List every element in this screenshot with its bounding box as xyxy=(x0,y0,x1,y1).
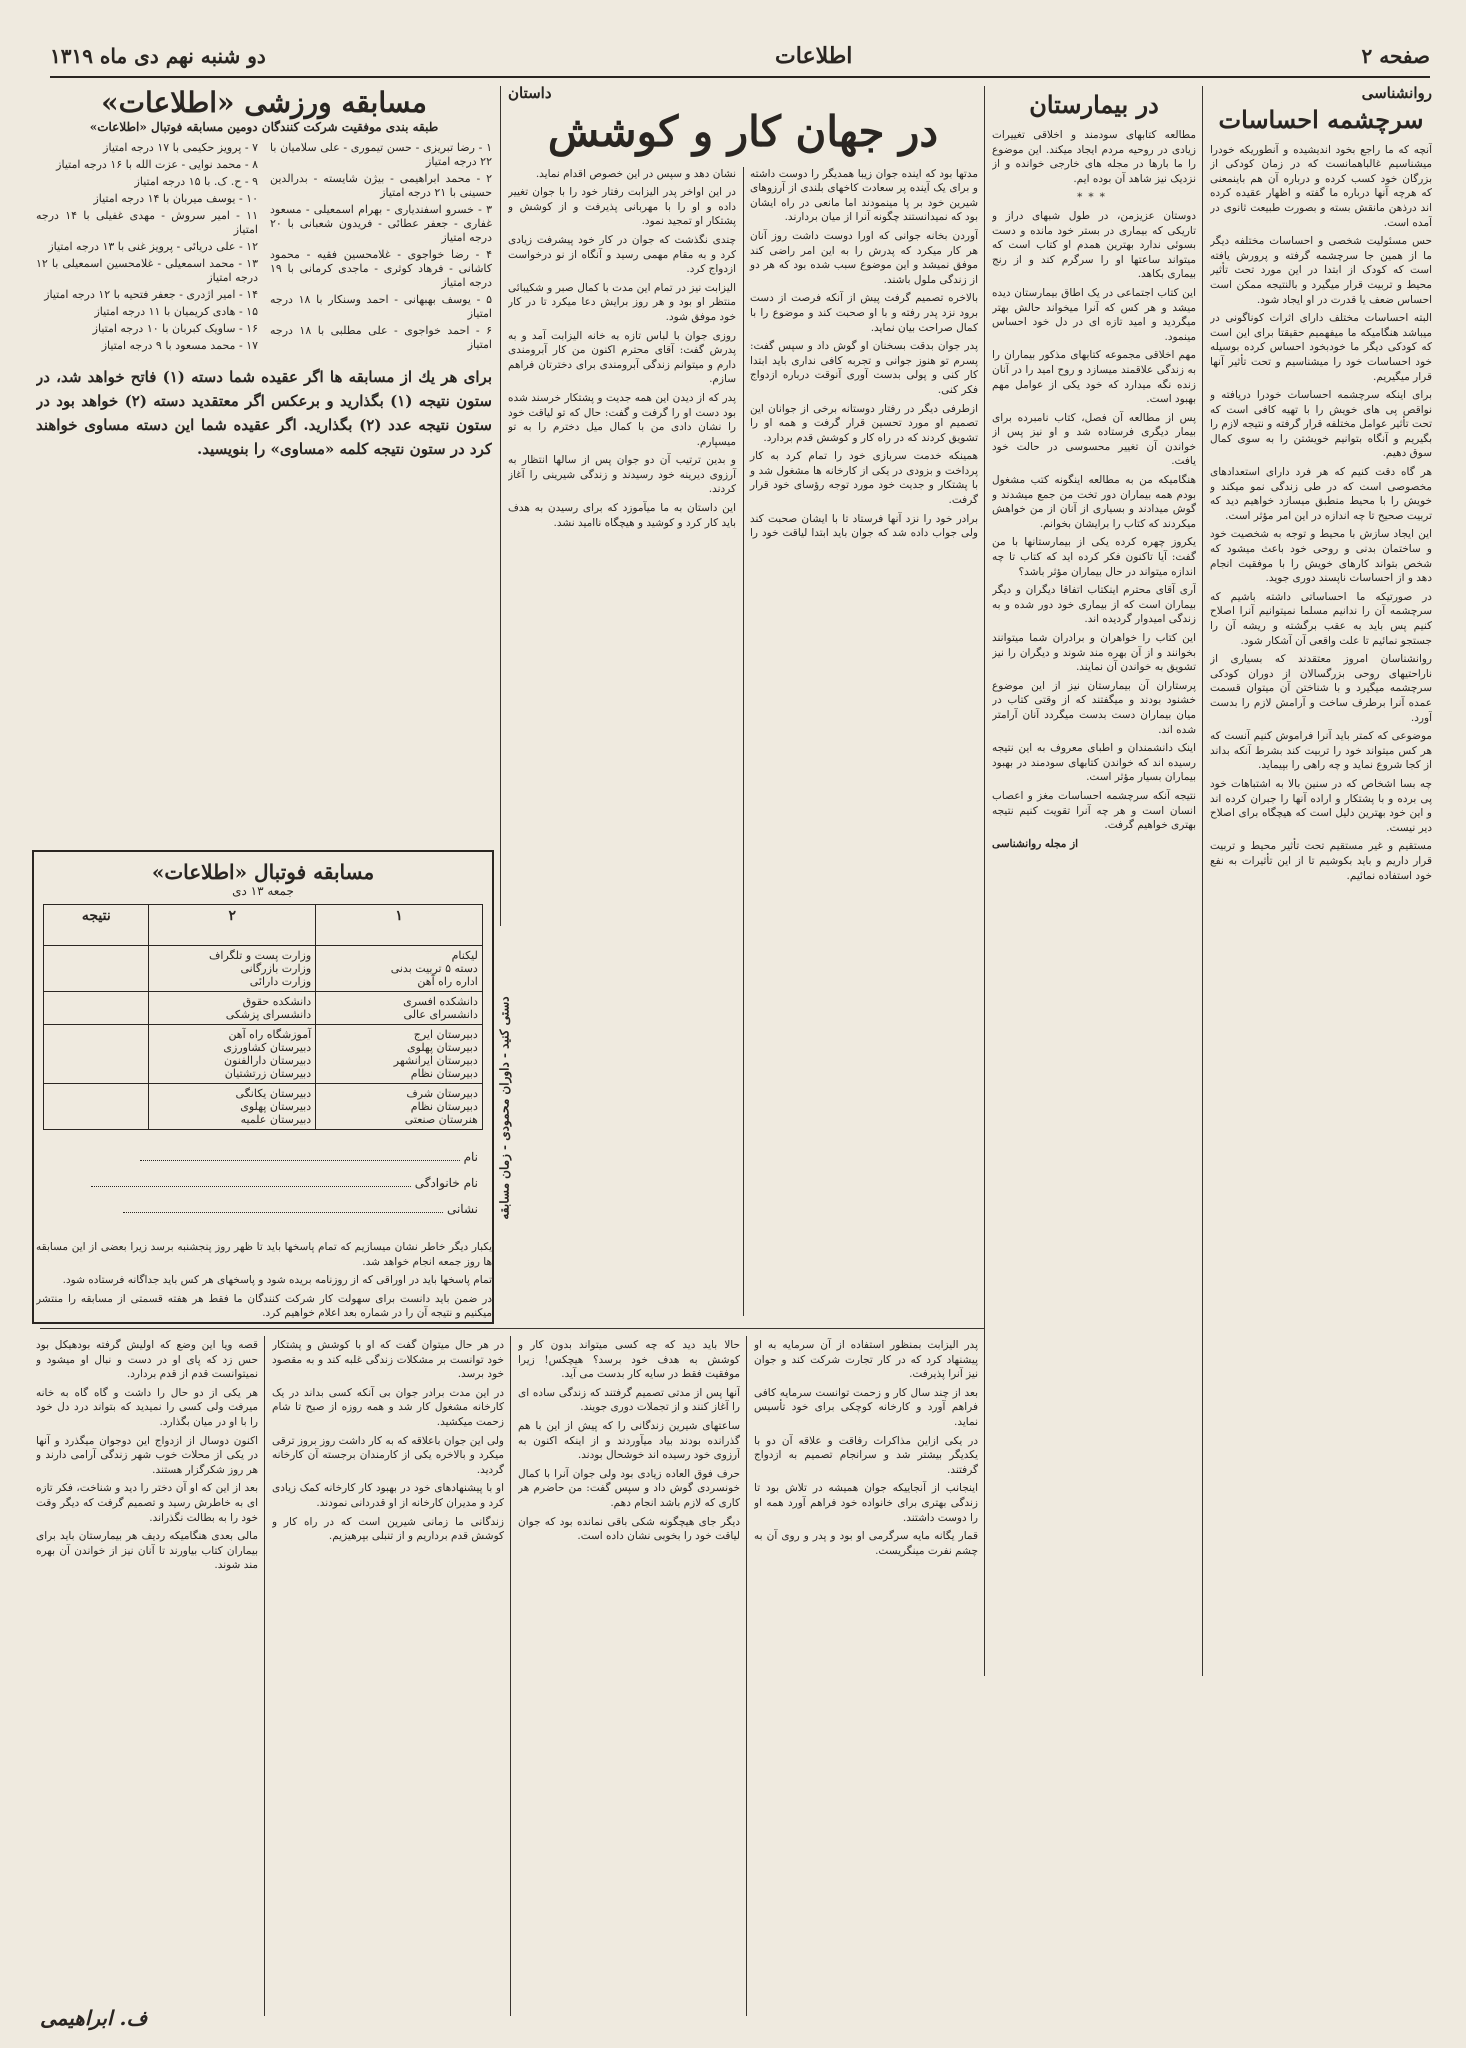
contest-subtitle: طبقه بندی موفقیت شرکت کنندگان دومین مسابقه فوتبال «اطلاعات» xyxy=(89,120,439,134)
list-item: ۱۰ - یوسف میربان با ۱۴ درجه امتیاز xyxy=(93,191,258,205)
paragraph: ولی این جوان باعلاقه که به کار داشت روز بروز ترقی میکرد و بالاخره یکی از کارمندان برجسته آن کارخانه گردید. xyxy=(272,1434,504,1476)
paragraph: آنها پس از مدتی تصمیم گرفتند که زندگی ساده ای را آغاز کنند و از تجملات دوری جویند. xyxy=(518,1386,740,1414)
paragraph: الیزابت نیز در تمام این مدت با کمال صبر و شکیبائی منتظر او بود و هر روز برایش دعا میکرد تا در کار خود موفق شود. xyxy=(508,281,736,323)
list-item: ۱۲ - علی دریائی - پرویز غنی با ۱۳ درجه امتیاز xyxy=(48,239,258,253)
paragraph: نتیجه آنکه سرچشمه احساسات مغز و اعصاب انسان است و هر چه آنرا تقویت کنیم نتیجه بهتری خواهیم گرفت. xyxy=(992,789,1196,832)
family-label: نام خانوادگی xyxy=(414,1176,478,1190)
paragraph: بعد از این که او آن دختر را دید و شناخت، فکر تازه ای به خاطرش رسید و تصمیم گرفت که دیگر وقت خود را به بطالت نگذراند. xyxy=(36,1482,258,1524)
vertical-caption xyxy=(492,938,518,1278)
paragraph: در این مدت برادر جوان بی آنکه کسی بداند در یک کارخانه مشغول کار شد و همه روزه از صبح تا شام زحمت میکشید. xyxy=(272,1386,504,1428)
team-cell: آموزشگاه راه آهن دبیرستان کشاورزی دبیرستان دارالفنون دبیرستان زرتشتیان xyxy=(149,1025,316,1084)
list-item: ۴ - رضا خواجوی - غلامحسین فقیه - محمود کاشانی - فرهاد کوثری - ماجدی کرمانی با ۱۹ درجه امتیاز xyxy=(270,247,492,289)
paragraph: حالا باید دید که چه کسی میتواند بدون کار و کوشش به هدف خود برسد؟ هیچکس! زیرا موفقیت فقط در سایه کار بدست می آید. xyxy=(518,1339,740,1381)
paragraph: در ضمن باید دانست برای سهولت کار شرکت کنندگان ما فقط هر هفته قسمتی از مسابقه را منتشر میکنیم و نتیجه آن را در شماره بعد اعلام خواهیم کرد. xyxy=(36,1292,492,1320)
paragraph: در هر حال میتوان گفت که او با کوشش و پشتکار خود توانست بر مشکلات زندگی غلبه کند و به مقصود خود برسد. xyxy=(272,1339,504,1381)
column-hospital xyxy=(992,86,1196,2006)
paragraph: موضوعی که کمتر باید آنرا فراموش کنیم آنست که هر کس میتواند خود را تربیت کند بشرط آنکه بداند از کجا شروع نماید و چه راهی را بپیماید. xyxy=(1210,730,1432,772)
paragraph: چندی نگذشت که جوان در کار خود پیشرفت زیادی کرد و به مقام مهمی رسید و آنگاه از نو درخواست ازدواج کرد. xyxy=(508,233,736,276)
bottom-column-1 xyxy=(754,1338,978,2014)
column-story xyxy=(508,86,978,1316)
contest-instructions: برای هر یك از مسابقه ها اگر عقیده شما دسته (۱) فاتح خواهد شد، در ستون نتیجه (۱) بگذارید و برعکس اگر معتقدید دسته (۲) خواهد بود در ستون نتیجه عدد (۲) بگذارید. اگر عقیده شما این دسته مساوی خواهند کرد در ستون نتیجه کلمه «مساوی» را بنویسید. xyxy=(36,368,492,459)
list-item: ۶ - احمد خواجوی - علی مطلبی با ۱۸ درجه امتیاز xyxy=(270,323,492,351)
paragraph: او با پیشنهادهای خود در بهبود کار کارخانه کمک زیادی کرد و مدیران کارخانه از او قدردانی نمودند. xyxy=(272,1482,504,1509)
issue-date: دو شنبه نهم دی ماه ۱۳۱۹ xyxy=(50,44,266,68)
column-psychology xyxy=(1210,86,1432,2006)
paragraph: و بدین ترتیب آن دو جوان پس از سالها انتظار به آرزوی دیرینه خود رسیدند و زندگی شیرینی را آغاز کردند. xyxy=(508,454,736,496)
paragraph: مطالعه کتابهای سودمند و اخلاقی تغییرات زیادی در روحیه مردم ایجاد میکند. این موضوع را ما بارها در مجله های خارجی خوانده و از نزدیک نیز شاهد آن بوده ایم. xyxy=(992,129,1196,185)
bottom-column-3 xyxy=(272,1338,504,2014)
team-cell: وزارت پست و تلگراف وزارت بازرگانی وزارت دارائی xyxy=(149,946,316,992)
paragraph: این کتاب را خواهران و برادران شما میتوانند بخوانند و از آن بهره مند شوند و دیگران را نیز تشویق به خواندن آن نمایند. xyxy=(992,632,1196,674)
paragraph: البته احساسات مختلف دارای اثرات کوناگونی در میباشد هنگامیکه ما میفهمیم حقیقتا برای این است که کودکی دیگر ما خودبخود احساس کرده بوسیله خود احساسات خود را میشناسیم و تحت تأثیر آنها قرار میگیریم. xyxy=(1210,312,1432,383)
column-header: ۱ xyxy=(316,905,483,946)
column-rule xyxy=(1202,86,1203,1676)
table-row xyxy=(44,1025,483,1084)
paragraph: یکروز چهره کرده یکی از بیمارستانها با من گفت: آیا تاکنون فکر کرده اید که کتاب تا چه اندازه میتواند در حال بیماران مؤثر باشد؟ xyxy=(992,536,1196,578)
vertical-caption-text: دستی کنید - داوران محمودی - زمان مسابقه xyxy=(498,996,513,1220)
bottom-column-2 xyxy=(518,1338,740,2014)
result-input-cell[interactable] xyxy=(44,946,149,992)
paragraph: ازطرفی دیگر در رفتار دوستانه برخی از جوانان این تصمیم او مورد تحسین قرار گرفت و همه او را تشویق کردند که در راه کار و کوشش قدم بردارد. xyxy=(750,402,978,444)
paragraph: آوردن بخانه جوانی که اورا دوست داشت روز آنان هر کار میکرد که پدرش را به این امر راضی کند موفق نمیشد و این موضوع سبب شده بود که هر دو از زندگی ملول باشند. xyxy=(750,229,978,286)
list-item: ۱۵ - هادی کریمیان با ۱۱ درجه امتیاز xyxy=(94,304,258,318)
contest-notes xyxy=(36,1240,492,1324)
paragraph: این کتاب اجتماعی در یک اطاق بیمارستان دیده میشد و هر کس که آنرا میخواند حالش بهتر میگردید و امید تازه ای در دل خود احساس مینمود. xyxy=(992,286,1196,343)
team-cell: دانشکده افسری دانشسرای عالی xyxy=(316,992,483,1025)
paragraph: دیگر جای هیچگونه شکی باقی نمانده بود که جوان لیاقت خود را بخوبی نشان داده است. xyxy=(518,1515,740,1543)
page-number: صفحه ۲ xyxy=(1361,44,1430,68)
section-kicker: داستان xyxy=(508,86,552,102)
author-signature: ف. ابراهیمی xyxy=(40,2006,148,2030)
paragraph: پرستاران آن بیمارستان نیز از این موضوع خشنود بودند و میگفتند که از وقتی کتاب در میان بیماران دست بدست میگردد آنان آرامتر شده اند. xyxy=(992,679,1196,736)
paragraph: هنگامیکه من به مطالعه اینگونه کتب مشغول بودم همه بیماران دور تخت من جمع میشدند و گوش میدادند و بسیاری از آنان از من خواهش میکردند که کتاب را برایشان بخوانم. xyxy=(992,474,1196,530)
team-cell: دبیرستان شرف دبیرستان نظام هنرستان صنعتی xyxy=(316,1084,483,1130)
column-rule xyxy=(510,1336,511,2016)
contest-title: مسابقه ورزشی «اطلاعات» xyxy=(101,86,427,119)
ranking-list xyxy=(36,141,492,356)
list-item: ۱ - رضا تبریزی - حسن تیموری - علی سلامیان با ۲۲ درجه امتیاز xyxy=(270,140,492,168)
coupon-title: مسابقه فوتبال «اطلاعات» xyxy=(151,860,375,884)
column-rule xyxy=(746,1336,747,2016)
column-header: نتیجه xyxy=(44,905,149,946)
paragraph: این داستان به ما میآموزد که برای رسیدن به هدف باید کار کرد و کوشید و هیچگاه ناامید نشد. xyxy=(508,502,736,529)
paragraph: مالی بعدی هنگامیکه ردیف هر بیمارستان باید برای بیماران کتاب بیاورند تا آنان نیز از خواندن آن بهره مند شوند. xyxy=(36,1530,258,1572)
paragraph: زندگانی ما زمانی شیرین است که در راه کار و کوشش قدم برداریم و از تنبلی بپرهیزیم. xyxy=(272,1515,504,1543)
paragraph: پدر که از دیدن این همه جدیت و پشتکار خرسند شده بود دست او را گرفت و گفت: حال که تو لیاقت خود را نشان دادی من با کمال میل دخترم را به تو میسپارم. xyxy=(508,391,736,448)
paragraph: روزی جوان با لباس تازه به خانه الیزابت آمد و به پدرش گفت: آقای محترم اکنون من کار آبرومندی دارم و میتوانم زندگی آبرومندی برای دخترتان فراهم سازم. xyxy=(508,329,736,386)
paragraph: ساعتهای شیرین زندگانی را که پیش از این با هم گذرانده بودند بیاد میآوردند و از اینکه اکنون به آرزوی خود رسیده اند خوشحال بودند. xyxy=(518,1419,740,1462)
coupon-date: جمعه ۱۳ دی xyxy=(232,884,294,898)
table-row xyxy=(44,1084,483,1130)
paragraph: یکبار دیگر خاطر نشان میسازیم که تمام پاسخها باید تا ظهر روز پنجشنبه برسد زیرا بعضی از این مسابقه ها روز جمعه انجام خواهد شد. xyxy=(36,1241,492,1268)
list-item: ۷ - پرویز حکیمی با ۱۷ درجه امتیاز xyxy=(103,140,258,154)
paragraph: هر یکی از دو حال را داشت و گاه گاه به خانه میرفت ولی کسی را نمیدید که بتواند درد دل خود را با او در میان بگذارد. xyxy=(36,1386,258,1428)
separator-stars: *** xyxy=(1077,191,1111,204)
article-signature: از مجله روانشناسی xyxy=(992,837,1079,850)
list-item: ۱۷ - محمد مسعود با ۹ درجه امتیاز xyxy=(101,338,258,352)
paragraph: مستقیم و غیر مستقیم تحت تأثیر محیط و تربیت قرار داریم و باید بکوشیم تا از این تأثیرات به نفع خود استفاده نمائیم. xyxy=(1210,840,1432,882)
paragraph: آنچه که ما راجع بخود اندیشیده و آنطوریکه خودرا میشناسیم غالباهمانست که در زمان کودکی از بزرگان خود کسب کرده و درباره آن هم باینمعنی که هرچه آنها درباره ما گفته و اظهار عقیده کرده اند درذهن مانقش بسته و بصورت طبیعت ثانوی در آمده است. xyxy=(1210,143,1432,229)
column-rule xyxy=(500,86,501,926)
result-input-cell[interactable] xyxy=(44,1084,149,1130)
list-item: ۱۶ - ساویک کبربان با ۱۰ درجه امتیاز xyxy=(92,321,258,335)
paragraph: دوستان عزیزمن، در طول شبهای دراز و تاریکی که بیماری در بستر خود مانده و دست بسوئی ندارد بهترین همدم او کتاب است که میتواند ساعتها او را سرگرم کند و از رنج بیماری بکاهد. xyxy=(992,209,1196,281)
paragraph: بالاخره تصمیم گرفت پیش از آنکه فرصت از دست برود نزد پدر رفته و با او صحبت کند و موضوع را با کمال صراحت بیان نماید. xyxy=(750,292,978,334)
list-item: ۳ - خسرو اسفندیاری - بهرام اسمعیلی - مسعود غفاری - جعفر عطائی - فریدون شعبانی با ۲۰ درجه امتیاز xyxy=(270,202,492,244)
paragraph: تمام پاسخها باید در اوراقی که از روزنامه بریده شود و پاسخهای هر کس باید جداگانه فرستاده شود. xyxy=(62,1274,492,1287)
coupon-fill-fields xyxy=(48,1144,478,1222)
table-row xyxy=(44,946,483,992)
paragraph: هر گاه دقت کنیم که هر فرد دارای استعدادهای مخصوصی است که در طی زندگی نمو میکند و خویش را با محیط منطبق میسازد خواهیم دید که تربیت صحیح تا چه اندازه در این امر مؤثر است. xyxy=(1210,466,1432,522)
team-cell: لیکنام دسته ۵ تربیت بدنی اداره راه آهن xyxy=(316,946,483,992)
story-header xyxy=(508,86,978,167)
paragraph: روانشناسان امروز معتقدند که بسیاری از ناراحتیهای روحی بزرگسالان از دوران کودکی سرچشمه میگیرد و با شناختن آن میتوان قسمت عمده آنرا برطرف ساخت و آرامش لازم را بدست آورد. xyxy=(1210,653,1432,724)
table-row xyxy=(44,992,483,1025)
paragraph: اینک دانشمندان و اطبای معروف به این نتیجه رسیده اند که خواندن کتابهای سودمند در بهبود بیماران بسیار مؤثر است. xyxy=(992,742,1196,784)
paragraph: در یکی ازاین مذاکرات رفاقت و علاقه آن دو با یکدیگر بیشتر شد و سرانجام تصمیم به ازدواج گرفتند. xyxy=(754,1434,978,1476)
paragraph: پدر جوان بدقت بسخنان او گوش داد و سپس گفت: پسرم تو هنوز جوانی و تجربه کافی نداری باید ابتدا کار کنی و پولی بدست آوری آنوقت درباره ازدواج فکر کنی. xyxy=(750,340,978,396)
team-cell: دبیرستان ایرج دبیرستان پهلوی دبیرستان ایرانشهر دبیرستان نظام xyxy=(316,1025,483,1084)
address-label: نشانی xyxy=(446,1202,478,1216)
team-cell: دبیرستان یکانگی دبیرستان پهلوی دبیرستان علمیه xyxy=(149,1084,316,1130)
paragraph: برای اینکه سرچشمه احساسات خودرا دریافته و نواقص پی های خویش را با تهیه کافی است که تحت تأثیر عوامل مختلفه قرار گرفته و نتیجه لازم را بگیریم و آنگاه بتوانیم خویشتن را به سوی کمال سوق دهیم. xyxy=(1210,389,1432,460)
paragraph: آری آقای محترم اینکتاب اتفاقا دیگران و دیگر بیماران است که از بیماری خود دور شده و به زندگی امیدوار گردیده اند. xyxy=(992,584,1196,626)
column-header: ۲ xyxy=(149,905,316,946)
paragraph: اینجانب از آنجاییکه جوان همیشه در تلاش بود تا زندگی بهتری برای خانواده خود فراهم آورد همه او را دوست داشتند. xyxy=(754,1482,978,1524)
column-sports-contest xyxy=(36,86,492,846)
paragraph: بعد از چند سال کار و زحمت توانست سرمایه کافی فراهم آورد و کارخانه کوچکی برای خود تأسیس نماید. xyxy=(754,1386,978,1428)
paragraph: اکنون دوسال از ازدواج این دوجوان میگذرد و آنها در یکی از محلات خوب شهر زندگی آرامی دارند و هر روز شکرگزار هستند. xyxy=(36,1434,258,1476)
paragraph: این ایجاد سازش با محیط و توجه به شخصیت خود و ساختمان بدنی و روحی خود باعث میشود که شخص بتواند کارهای خویش را با موفقیت انجام دهد و از احساسات ناپسند دوری جوید. xyxy=(1210,528,1432,585)
article-title: در بیمارستان xyxy=(1029,90,1159,119)
column-rule xyxy=(984,86,985,1676)
newspaper-name: اطلاعات xyxy=(775,43,853,69)
result-input-cell[interactable] xyxy=(44,992,149,1025)
column-rule xyxy=(264,1336,265,2016)
list-item: ۵ - یوسف بهبهانی - احمد وسنکار با ۱۸ درجه امتیاز xyxy=(270,292,492,320)
article-title: سرچشمه احساسات xyxy=(1218,104,1424,134)
section-kicker: روانشناسی xyxy=(1361,86,1432,102)
paragraph: چه بسا اشخاص که در سنین بالا به اشتباهات خود پی برده و با پشتکار و اراده آنها را جبران کرده اند و این خود بهترین دلیل است که هیچگاه برای اصلاح دیر نیست. xyxy=(1210,777,1432,834)
list-item: ۲ - محمد ابراهیمی - بیژن شایسته - بدرالدین حسینی با ۲۱ درجه امتیاز xyxy=(270,171,492,199)
coupon-table xyxy=(43,904,483,1130)
list-item: ۱۴ - امیر اژدری - جعفر فتحیه با ۱۲ درجه امتیاز xyxy=(44,287,258,301)
list-item: ۸ - محمد نوایی - عزت الله با ۱۶ درجه امتیاز xyxy=(56,157,258,171)
paragraph: قمار یگانه مایه سرگرمی او بود و پدر و روی آن به چشم نفرت مینگریست. xyxy=(754,1530,978,1557)
team-cell: دانشکده حقوق دانشسرای پزشکی xyxy=(149,992,316,1025)
paragraph: همینکه خدمت سربازی خود را تمام کرد به کار پرداخت و بزودی در یکی از کارخانه ها مشغول شد و با پشتکار و جدیت خود مورد توجه رؤسای خود قرار گرفت. xyxy=(750,450,978,507)
name-label: نام xyxy=(463,1150,478,1164)
bottom-column-4 xyxy=(36,1338,258,1998)
paragraph: مدتها بود که اینده جوان زیبا همدیگر را دوست داشته و برای یک آینده پر سعادت کاخهای بلندی از آرزوهای شیرین خود بر پا مینمودند اما مانعی در راه ایشان بود که نمیدانستند چگونه آنرا از میان بردارند. xyxy=(750,167,978,224)
family-field[interactable] xyxy=(91,1186,411,1187)
paragraph: در صورتیکه ما احساساتی داشته باشیم که سرچشمه آن را ندانیم مسلما نمیتوانیم آنرا اصلاح کنیم پس باید به عقب برگشته و ریشه آن را جستجو نمائیم تا علت واقعی آن آشکار شود. xyxy=(1210,590,1432,647)
list-item: ۱۱ - امیر سروش - مهدی غفیلی با ۱۴ درجه امتیاز xyxy=(36,208,258,236)
section-rule xyxy=(40,1328,984,1329)
paragraph: قصه ویا این وضع که اولیش گرفته بودهیکل بود حس زد که پای او در دست و نبال او میشود و نمیتوانست قدم از قدم بردارد. xyxy=(36,1339,258,1381)
result-input-cell[interactable] xyxy=(44,1025,149,1084)
paragraph: برادر خود را نزد آنها فرستاد تا با ایشان صحبت کند ولی جواب داده شد که جوان باید ابتدا لیاقت خود را نشان دهد و سپس در این خصوص اقدام نماید. xyxy=(535,167,978,540)
paragraph: حس مسئولیت شخصی و احساسات مختلفه دیگر ما از همین جا سرچشمه گرفته و پرورش یافته است که کودک از ابتدا در این مورد تحت تأثیر محیط و تربیت قرار میگیرد و بالنتیجه ممکن است احساس ضعف یا قدرت در او ایجاد شود. xyxy=(1210,235,1432,306)
paragraph: پدر الیزابت بمنظور استفاده از آن سرمایه به او پیشنهاد کرد که در کار تجارت شرکت کند و جوان نیز آنرا پذیرفت. xyxy=(754,1339,978,1381)
name-field[interactable] xyxy=(140,1160,460,1161)
masthead xyxy=(50,36,1430,78)
paragraph: در این اواخر پدر الیزابت رفتار خود را با جوان تغییر داده و او را با مهربانی پذیرفت و از کوشش و پشتکار او تمجید نمود. xyxy=(508,186,736,228)
paragraph: حرف فوق العاده زیادی بود ولی جوان آنرا با کمال خونسردی گوش داد و سپس گفت: من حاضرم هر کاری که لازم باشد انجام دهم. xyxy=(518,1467,740,1509)
paragraph: پس از مطالعه آن فصل، کتاب نامبرده برای بیمار دیگری فرستاده شد و او نیز پس از خواندن آن تغییر محسوسی در حالت خود یافت. xyxy=(992,411,1196,468)
address-field[interactable] xyxy=(123,1212,443,1213)
article-title: در جهان کار و کوشش xyxy=(547,106,939,156)
list-item: ۹ - ح. ک. با ۱۵ درجه امتیاز xyxy=(134,174,258,188)
paragraph: مهم اخلاقی مجموعه کتابهای مذکور بیماران را به زندگی علاقمند میسازد و روح امید را در آنان زنده نگه میدارد که خود یکی از عوامل مهم بهبود است. xyxy=(992,349,1196,406)
list-item: ۱۳ - محمد اسمعیلی - غلامحسین اسمعیلی با ۱۲ درجه امتیاز xyxy=(36,256,258,284)
